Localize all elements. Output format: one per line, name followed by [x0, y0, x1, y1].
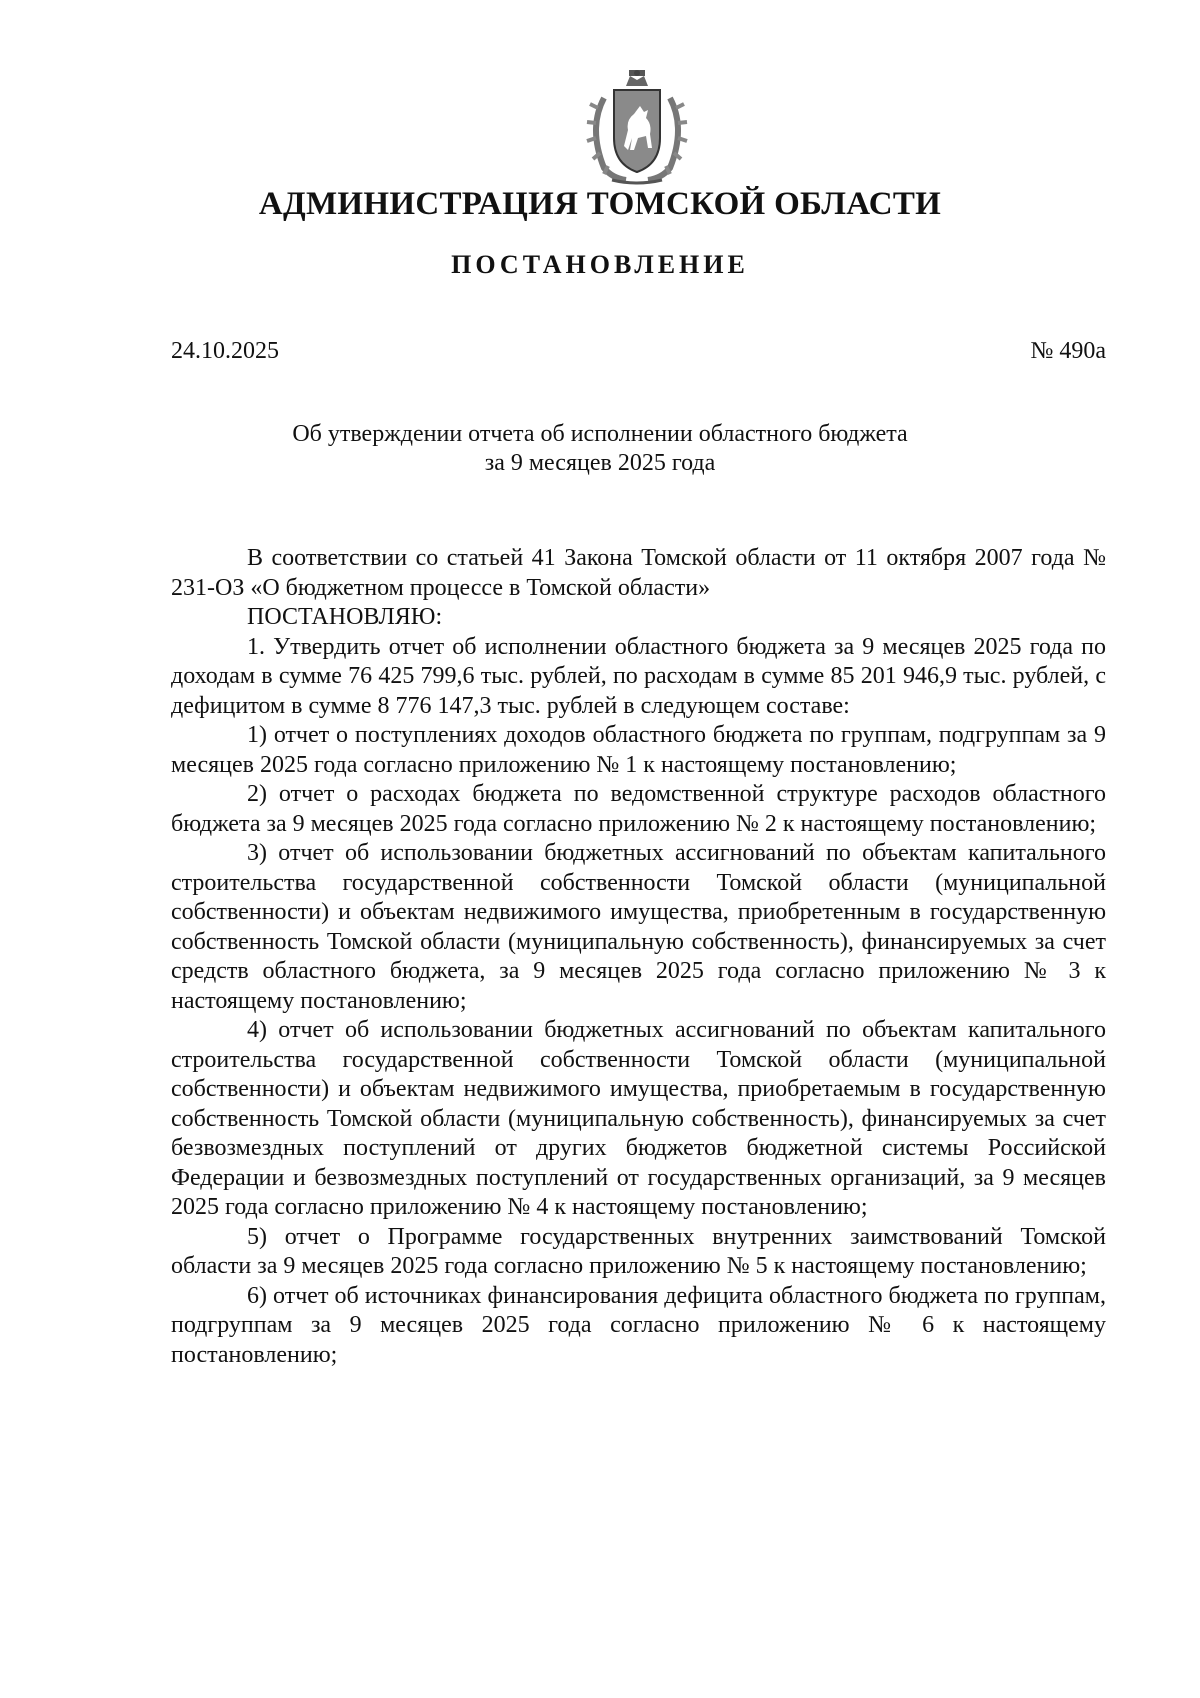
subitem-paragraph: 2) отчет о расходах бюджета по ведомственной структуре расходов областного бюджета за 9 месяцев 2025 года согласно приложению № 2 к настоящему постановлению; — [171, 781, 1106, 837]
organization-title: АДМИНИСТРАЦИЯ ТОМСКОЙ ОБЛАСТИ — [258, 186, 942, 222]
subitem-paragraph: 1) отчет о поступлениях доходов областного бюджета по группам, подгруппам за 9 месяцев 2025 года согласно приложению № 1 к настоящему постановлению; — [171, 722, 1106, 778]
document-type: ПОСТАНОВЛЕНИЕ — [451, 250, 749, 279]
document-body — [171, 544, 1106, 1370]
document-date: 24.10.2025 — [171, 338, 279, 364]
subitem-paragraph: 3) отчет об использовании бюджетных ассигнований по объектам капитального строительства государственной собственности Томской области (муниципальной собственности) и объектам недвижимого имущества, приобретенным в государственную собственность Томской области (муниципальную собственность), финансируемых за счет средств областного бюджета, за 9 месяцев 2025 года согласно приложению № 3 к настоящему постановлению; — [171, 840, 1106, 1014]
document-number: № 490а — [1030, 338, 1106, 364]
subject-line: Об утверждении отчета об исполнении областного бюджета — [292, 421, 908, 447]
subitem-paragraph: 6) отчет об источниках финансирования дефицита областного бюджета по группам, подгруппам за 9 месяцев 2025 года согласно приложению № 6 к настоящему постановлению; — [171, 1282, 1106, 1368]
preamble-paragraph: В соответствии со статьей 41 Закона Томской области от 11 октября 2007 года № 231-ОЗ «О бюджетном процессе в Томской области» — [171, 545, 1106, 601]
decree-word: ПОСТАНОВЛЯЮ: — [247, 604, 443, 630]
item-paragraph: 1. Утвердить отчет об исполнении областного бюджета за 9 месяцев 2025 года по доходам в сумме 76 425 799,6 тыс. рублей, по расходам в сумме 85 201 946,9 тыс. рублей, с дефицитом в сумме 8 776 147,3 тыс. рублей в следующем составе: — [171, 633, 1106, 719]
subitem-paragraph: 4) отчет об использовании бюджетных ассигнований по объектам капитального строительства государственной собственности Томской области (муниципальной собственности) и объектам недвижимого имущества, приобретаемым в государственную собственность Томской области (муниципальную собственность), финансируемых за счет безвозмездных поступлений от других бюджетов бюджетной системы Российской Федерации и безвозмездных поступлений от государственных организаций, за 9 месяцев 2025 года согласно приложению № 4 к настоящему постановлению; — [171, 1017, 1106, 1220]
document-subject — [0, 420, 1200, 478]
subitem-paragraph: 5) отчет о Программе государственных внутренних заимствований Томской области за 9 месяцев 2025 года согласно приложению № 5 к настоящему постановлению; — [171, 1223, 1106, 1279]
tomsk-oblast-coat-of-arms-icon — [582, 68, 692, 188]
subject-line: за 9 месяцев 2025 года — [484, 450, 716, 476]
